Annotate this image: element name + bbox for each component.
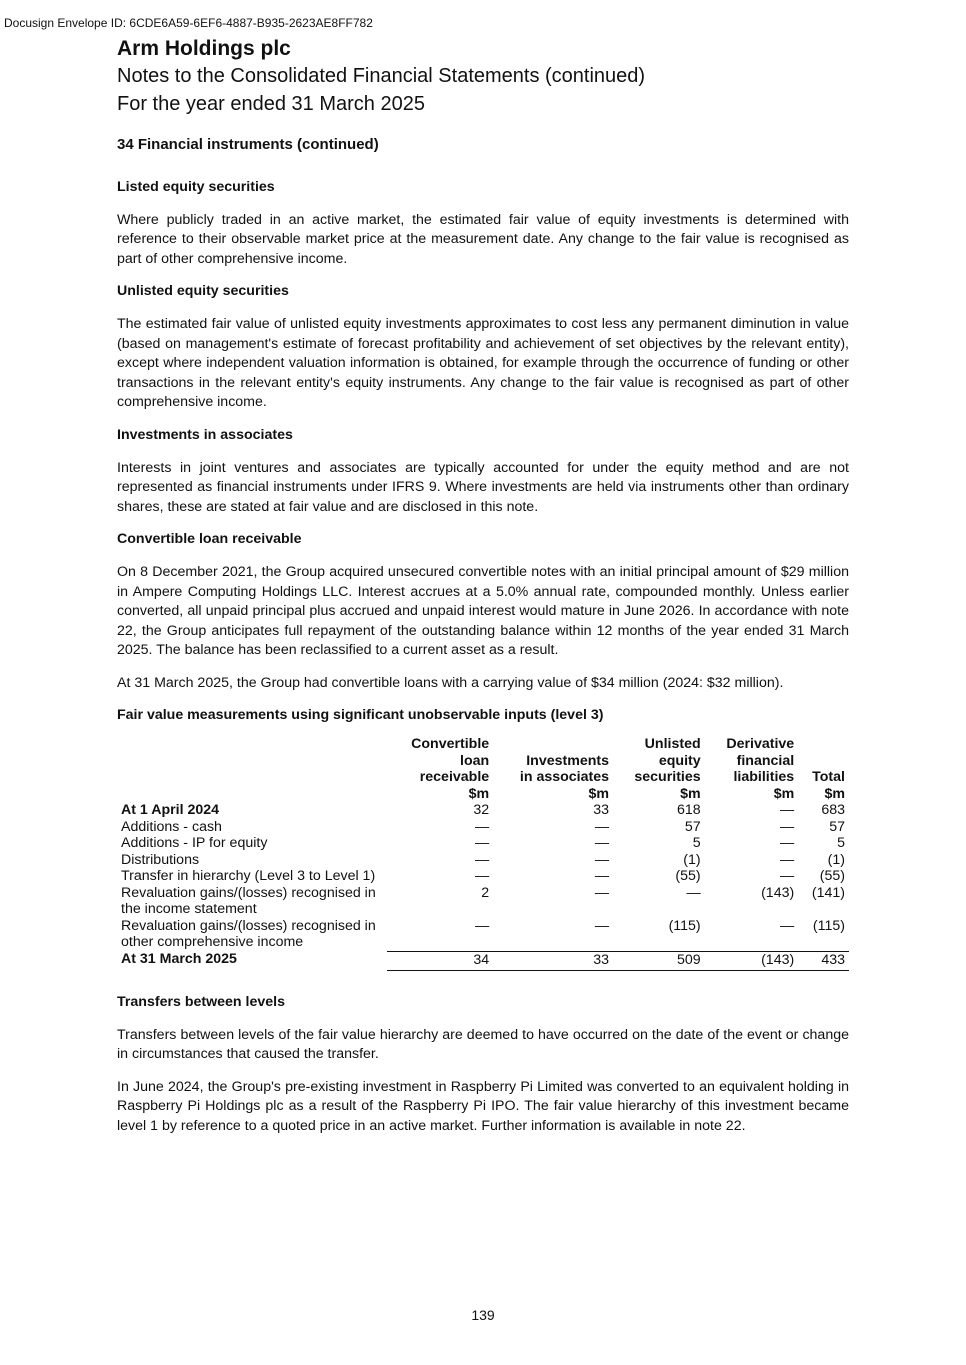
- transfers-text: Transfers between levels of the fair value hierarchy are deemed to have occurred on the date of the event or change in circumstances that caused the transfer.: [117, 1026, 849, 1063]
- table-unit-row: [117, 786, 849, 803]
- row-label: At 1 April 2024: [121, 802, 220, 819]
- unlisted-equity-text: The estimated fair value of unlisted equity investments approximates to cost less any permanent diminution in value (based on management's estimate of forecast profitability and achievement of set objectives by the relevant entity), except where independent valuation information is obtained, for example through the occurrence of funding or other transactions in the relevant entity's equity instruments. Any change to the fair value is recognised as part of other comprehensive income.: [117, 315, 849, 411]
- row-label: Revaluation gains/(losses) recognised in the income statement: [121, 884, 376, 918]
- listed-equity-heading: Listed equity securities: [117, 179, 275, 195]
- unit-label: $m: [680, 785, 701, 802]
- table-cell: —: [594, 917, 610, 934]
- table-cell: 32: [473, 802, 490, 819]
- page-number: 139: [471, 1307, 495, 1323]
- fair-value-table: [117, 736, 849, 971]
- table-cell: 33: [593, 802, 610, 819]
- table-cell: —: [780, 868, 795, 885]
- table-cell: (115): [668, 917, 701, 934]
- table-row: [117, 819, 849, 836]
- table-cell: —: [780, 818, 795, 835]
- row-label: Additions - IP for equity: [121, 835, 268, 852]
- table-cell: 433: [798, 951, 849, 972]
- table-cell: (143): [705, 951, 799, 972]
- unit-label: $m: [773, 785, 795, 802]
- table-cell: 57: [684, 818, 701, 835]
- company-name: Arm Holdings plc: [117, 37, 291, 60]
- table-cell: —: [594, 818, 610, 835]
- table-cell: —: [594, 851, 610, 868]
- fair-value-table-heading: Fair value measurements using significant unobservable inputs (level 3): [117, 707, 604, 724]
- table-cell: (141): [811, 884, 845, 901]
- table-row: [117, 868, 849, 885]
- table-cell: (1): [683, 851, 701, 868]
- table-row: [117, 802, 849, 819]
- table-cell: (115): [812, 917, 845, 934]
- table-cell: 33: [493, 951, 613, 972]
- table-cell: —: [474, 851, 490, 868]
- envelope-id: Docusign Envelope ID: 6CDE6A59-6EF6-4887-B935-2623AE8FF782: [4, 16, 373, 30]
- section-title: 34 Financial instruments (continued): [117, 136, 379, 153]
- associates-text: Interests in joint ventures and associates are typically accounted for under the equity method and are not represented as financial instruments under IFRS 9. Where investments are held via instruments other than ordinary shares, these are stated at fair value and are disclosed in this note.: [117, 459, 849, 515]
- table-cell: —: [474, 818, 490, 835]
- row-label: Additions - cash: [121, 818, 222, 835]
- table-cell: 509: [613, 951, 705, 972]
- associates-heading: Investments in associates: [117, 426, 293, 443]
- table-cell: —: [780, 917, 795, 934]
- row-label: Distributions: [121, 851, 200, 868]
- table-cell: —: [474, 835, 490, 852]
- document-header: [117, 36, 645, 118]
- table-cell: —: [594, 884, 610, 901]
- convertible-loan-text: On 8 December 2021, the Group acquired unsecured convertible notes with an initial principal amount of $29 million in Ampere Computing Holdings LLC. Interest accrues at a 5.0% annual rate, compounded monthly. Unless earlier converted, all unpaid principal plus accrued and unpaid interest would mature in June 2026. In accordance with note 22, the Group anticipates full repayment of the outstanding balance within 12 months of the year ended 31 March 2025. The balance has been reclassified to a current asset as a result.: [117, 563, 849, 659]
- table-cell: 618: [676, 802, 701, 819]
- table-cell: 683: [821, 802, 845, 819]
- table-row: [117, 835, 849, 852]
- table-cell: (55): [819, 868, 845, 885]
- table-cell: —: [686, 884, 701, 901]
- row-label: Transfer in hierarchy (Level 3 to Level 1): [121, 868, 376, 885]
- table-cell: —: [594, 835, 610, 852]
- unlisted-equity-heading: Unlisted equity securities: [117, 283, 289, 300]
- transfers-heading: Transfers between levels: [117, 994, 285, 1011]
- table-header-empty: [117, 736, 387, 786]
- table-cell: 5: [837, 835, 845, 852]
- table-row: [117, 885, 849, 918]
- listed-equity-text: Where publicly traded in an active market, the estimated fair value of equity investments is determined with reference to their observable market price at the measurement date. Any change to the fair value is recognised as part of other comprehensive income.: [117, 211, 849, 267]
- convertible-loan-carrying-text: At 31 March 2025, the Group had convertible loans with a carrying value of $34 million (2024: $32 million).: [117, 674, 784, 691]
- table-cell: —: [780, 802, 795, 819]
- table-cell: —: [780, 835, 795, 852]
- table-cell: (143): [761, 884, 795, 901]
- table-cell: 2: [481, 884, 490, 901]
- row-label: At 31 March 2025: [121, 950, 237, 967]
- table-row: [117, 852, 849, 869]
- table-cell: 34: [387, 951, 493, 972]
- col-header-derivative: Derivative financial liabilities: [726, 736, 795, 786]
- col-header-associates: Investments in associates: [519, 752, 610, 786]
- note-content: [117, 178, 849, 1150]
- table-header-row: [117, 736, 849, 786]
- unit-label: $m: [468, 785, 490, 802]
- table-cell: —: [474, 868, 490, 885]
- col-header-convertible: Convertible loan receivable: [411, 736, 490, 786]
- document-subtitle: Notes to the Consolidated Financial Statements (continued): [117, 65, 646, 87]
- table-cell: 5: [692, 835, 701, 852]
- row-label: Revaluation gains/(losses) recognised in other comprehensive income: [121, 917, 376, 951]
- reporting-period: For the year ended 31 March 2025: [117, 93, 425, 115]
- table-total-row: [117, 951, 849, 972]
- table-cell: 57: [829, 818, 845, 835]
- table-cell: —: [594, 868, 610, 885]
- unit-label: $m: [588, 785, 610, 802]
- table-cell: (55): [675, 868, 701, 885]
- convertible-loan-heading: Convertible loan receivable: [117, 531, 302, 548]
- table-row: [117, 918, 849, 951]
- col-header-total: Total: [812, 769, 845, 786]
- col-header-unlisted: Unlisted equity securities: [634, 736, 701, 786]
- table-cell: (1): [827, 851, 845, 868]
- table-cell: —: [780, 851, 795, 868]
- unit-label: $m: [824, 785, 845, 802]
- raspberry-pi-text: In June 2024, the Group's pre-existing investment in Raspberry Pi Limited was converted to an equivalent holding in Raspberry Pi Holdings plc as a result of the Raspberry Pi IPO. The fair value hierarchy of this investment became level 1 by reference to a quoted price in an active market. Further information is available in note 22.: [117, 1078, 849, 1135]
- table-cell: —: [474, 917, 490, 934]
